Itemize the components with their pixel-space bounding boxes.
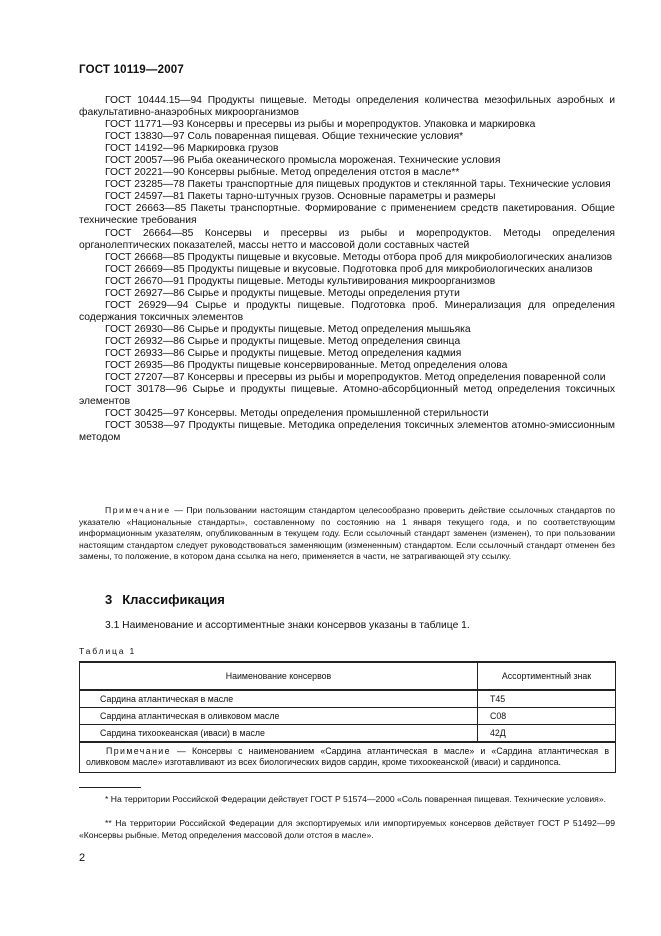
note-label: Примечание [105, 505, 171, 515]
column-header-name: Наименование консервов [80, 662, 478, 690]
reference-item: ГОСТ 10444.15—94 Продукты пищевые. Методы определения количества мезофильных аэробных и факультативно-анаэробных микроорганизмов [79, 95, 615, 119]
clause-3-1: 3.1 Наименование и ассортиментные знаки консервов указаны в таблице 1. [105, 620, 470, 631]
reference-item: ГОСТ 26669—85 Продукты пищевые и вкусовые. Подготовка проб для микробиологических анализов [105, 263, 593, 275]
cell-code: С08 [478, 708, 616, 725]
page-number: 2 [79, 852, 86, 864]
footnote-separator [79, 787, 141, 788]
cell-code: 42Д [478, 725, 616, 743]
reference-item: ГОСТ 24597—81 Пакеты тарно-штучных грузов. Основные параметры и размеры [105, 191, 496, 203]
footnote: * На территории Российской Федерации действует ГОСТ Р 51574—2000 «Соль поваренная пищевая. Технические условия». [105, 794, 607, 804]
section-number: 3 [105, 592, 113, 607]
section-title: Классификация [122, 592, 225, 607]
normative-references [79, 95, 615, 444]
assortment-table [79, 661, 616, 773]
table-row [80, 690, 616, 708]
reference-item: ГОСТ 14192—96 Маркировка грузов [105, 143, 279, 155]
table-header-row [80, 662, 616, 690]
reference-item: ГОСТ 30425—97 Консервы. Методы определения промышленной стерильности [105, 408, 489, 420]
table-caption: Таблица 1 [79, 646, 137, 656]
cell-code: Т45 [478, 690, 616, 708]
reference-item: ГОСТ 20057—96 Рыба океанического промысла мороженая. Технические условия [105, 155, 501, 167]
reference-item: ГОСТ 26927—86 Сырье и продукты пищевые. Методы определения ртути [105, 287, 460, 299]
reference-item: ГОСТ 13830—97 Соль поваренная пищевая. Общие технические условия* [105, 131, 464, 143]
reference-item: ГОСТ 26668—85 Продукты пищевые и вкусовые. Методы отбора проб для микробиологических анализов [105, 251, 613, 263]
reference-item: ГОСТ 26929—94 Сырье и продукты пищевые. Подготовка проб. Минерализация для определения содержания токсичных элементов [79, 299, 615, 323]
cell-name: Сардина атлантическая в оливковом масле [80, 708, 478, 725]
cell-name: Сардина тихоокеанская (иваси) в масле [80, 725, 478, 743]
reference-item: ГОСТ 26663—85 Пакеты транспортные. Формирование с применением средств пакетирования. Общие технические требования [79, 203, 615, 227]
reference-item: ГОСТ 26935—86 Продукты пищевые консервированные. Метод определения олова [105, 360, 508, 372]
column-header-code: Ассортиментный знак [478, 662, 616, 690]
references-note [79, 505, 615, 563]
table-row [80, 708, 616, 725]
reference-item: ГОСТ 30538—97 Продукты пищевые. Методика определения токсичных элементов атомно-эмиссионным методом [79, 420, 615, 444]
cell-name: Сардина атлантическая в масле [80, 690, 478, 708]
reference-item: ГОСТ 20221—90 Консервы рыбные. Метод определения отстоя в масле** [105, 167, 460, 179]
reference-item: ГОСТ 30178—96 Сырье и продукты пищевые. Атомно-абсорбционный метод определения токсичных элементов [79, 384, 615, 408]
reference-item: ГОСТ 26930—86 Сырье и продукты пищевые. Метод определения мышьяка [105, 323, 471, 335]
page-header: ГОСТ 10119—2007 [79, 64, 184, 76]
reference-item: ГОСТ 27207—87 Консервы и пресервы из рыбы и морепродуктов. Метод определения поваренной соли [105, 372, 606, 384]
footnote: ** На территории Российской Федерации для экспортируемых или импортируемых консервов действует ГОСТ Р 51492—99 «Консервы рыбные. Метод определения массовой доли отстоя в масле». [79, 818, 615, 840]
reference-item: ГОСТ 23285—78 Пакеты транспортные для пищевых продуктов и стеклянной тары. Технические условия [105, 179, 611, 191]
reference-item: ГОСТ 26933—86 Сырье и продукты пищевые. Метод определения кадмия [105, 347, 462, 359]
table-note-row [80, 742, 616, 773]
reference-item: ГОСТ 26664—85 Консервы и пресервы из рыбы и морепродуктов. Методы определения органолептических показателей, массы нетто и массовой доли составных частей [79, 227, 615, 251]
table-note-text: — Консервы с наименованием «Сардина атлантическая в масле» и «Сардина атлантическая в оливковом масле» изготавливают из всех биологических видов сардин, кроме тихоокеанской (иваси) и сардинопса. [86, 746, 609, 767]
table-note [80, 742, 616, 773]
reference-item: ГОСТ 11771—93 Консервы и пресервы из рыбы и морепродуктов. Упаковка и маркировка [105, 119, 536, 131]
section-heading [105, 592, 225, 607]
table-note-label: Примечание [106, 746, 171, 756]
note-text: — При пользовании настоящим стандартом целесообразно проверить действие ссылочных стандартов по указателю «Национальные стандарты», составленному по состоянию на 1 января текущего года, и по соответствующим информационным указателям, опубликованным в текущем году. Если ссылочный стандарт заменен (изменен), то при пользовании настоящим стандартом следует руководствоваться заменяющим (измененным) стандартом. Если ссылочный стандарт отменен без замены, то положение, в котором дана ссылка на него, применяется в части, не затрагивающей эту ссылку. [79, 505, 615, 562]
reference-item: ГОСТ 26670—91 Продукты пищевые. Методы культивирования микроорганизмов [105, 275, 496, 287]
reference-item: ГОСТ 26932—86 Сырье и продукты пищевые. Метод определения свинца [105, 335, 461, 347]
table-row [80, 725, 616, 743]
